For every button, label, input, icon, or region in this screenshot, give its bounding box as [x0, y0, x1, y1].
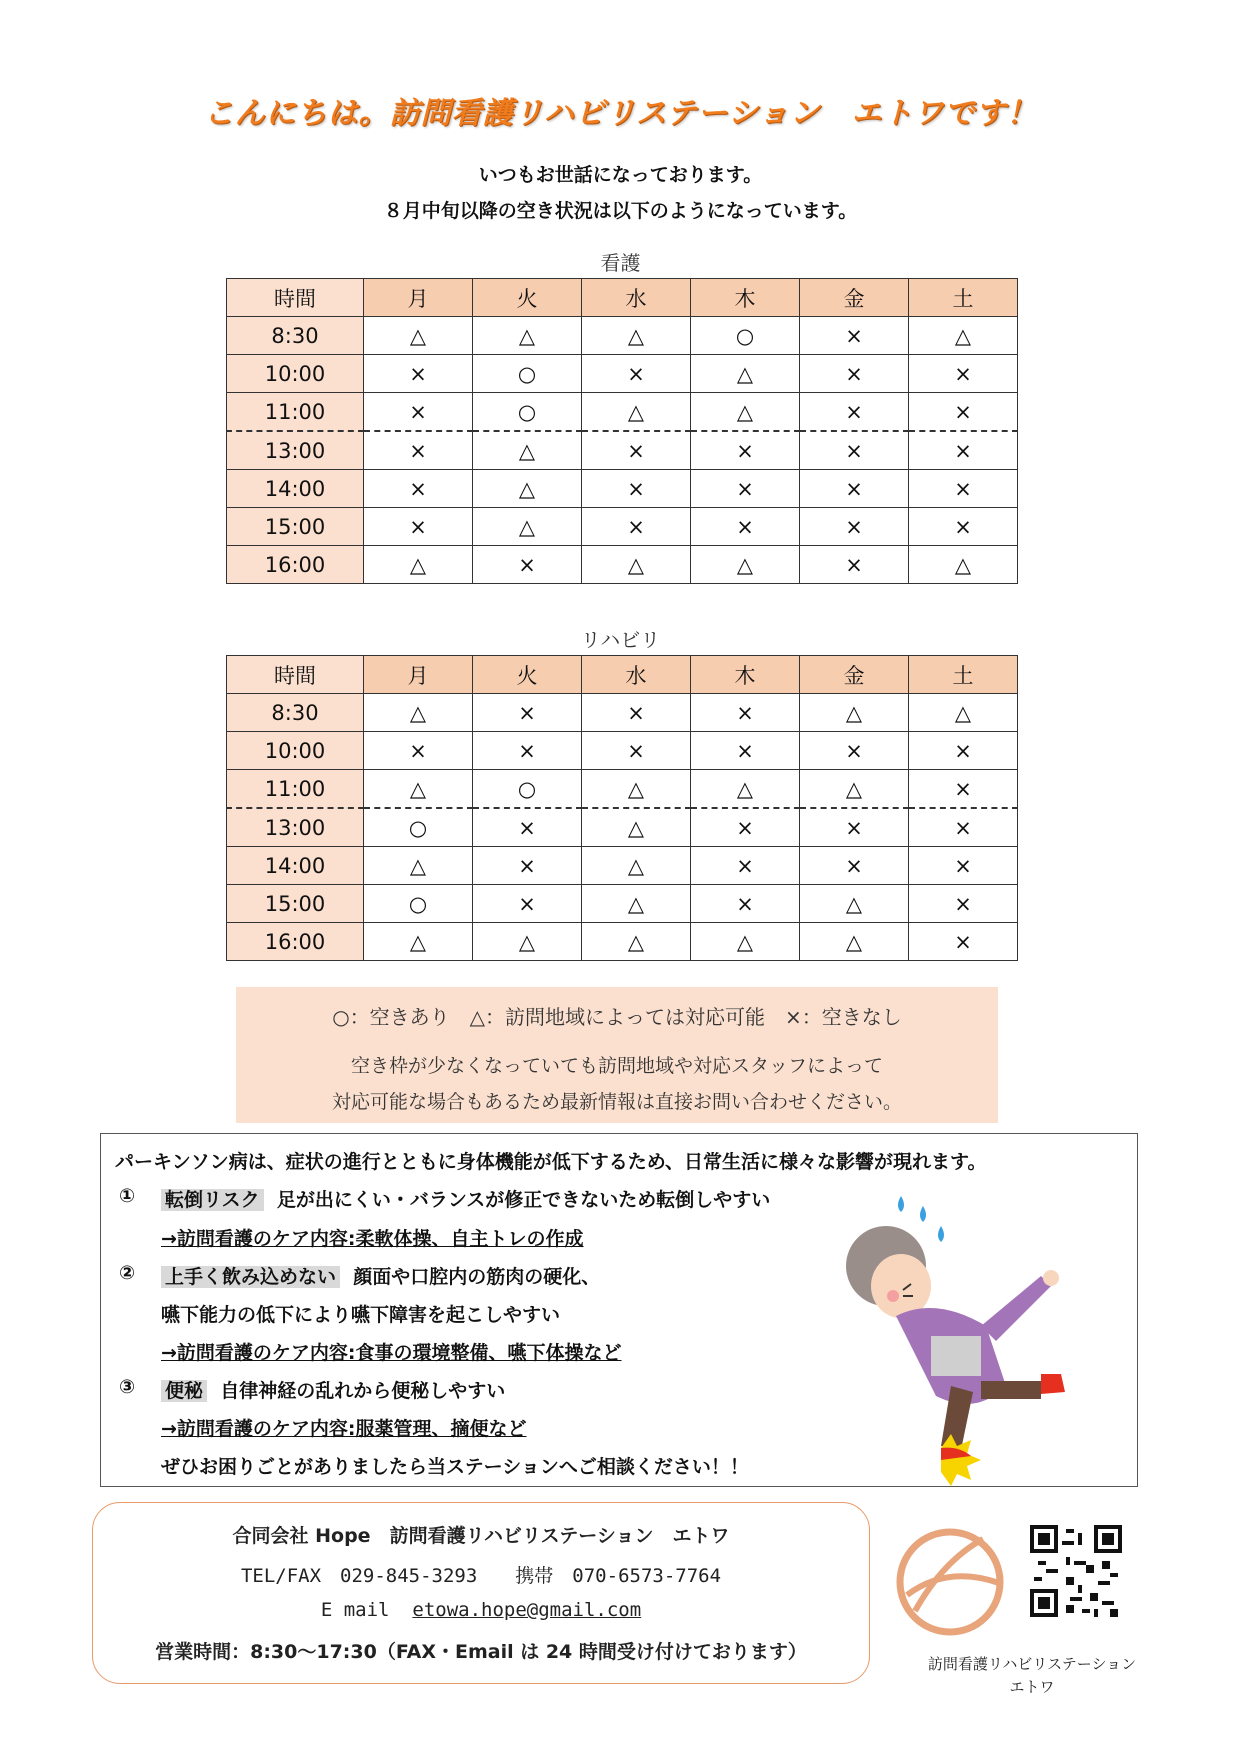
time-cell: 16:00 — [227, 923, 364, 961]
availability-cell: × — [582, 732, 691, 770]
availability-cell: × — [800, 808, 909, 847]
availability-cell: × — [909, 508, 1018, 546]
time-cell: 11:00 — [227, 770, 364, 809]
contact-email-line — [93, 1599, 869, 1621]
table-row — [227, 393, 1018, 432]
availability-cell: × — [364, 393, 473, 432]
availability-cell: × — [909, 431, 1018, 470]
availability-cell: △ — [800, 694, 909, 732]
legend-note-1: 空き枠が少なくなっていても訪問地域や対応スタッフによって — [350, 1055, 883, 1077]
header-cell: 火 — [473, 656, 582, 694]
item3-title: 便秘 — [161, 1380, 207, 1402]
availability-cell: × — [909, 885, 1018, 923]
qr-code-icon[interactable] — [1030, 1525, 1122, 1617]
item1-title: 転倒リスク — [161, 1189, 264, 1211]
availability-cell: △ — [909, 317, 1018, 355]
availability-cell: △ — [473, 470, 582, 508]
availability-cell: × — [473, 885, 582, 923]
availability-cell: × — [473, 694, 582, 732]
availability-cell: × — [473, 808, 582, 847]
availability-cell: △ — [582, 317, 691, 355]
availability-cell: △ — [364, 847, 473, 885]
availability-cell: ○ — [364, 885, 473, 923]
rehab-caption: リハビリ — [580, 628, 661, 652]
availability-cell: × — [800, 546, 909, 584]
info-closing: ぜひお困りごとがありましたら当ステーションへご相談ください！！ — [161, 1456, 749, 1478]
availability-cell: △ — [691, 355, 800, 393]
availability-cell: × — [909, 923, 1018, 961]
email-label: E mail — [320, 1599, 390, 1621]
table-row — [227, 355, 1018, 393]
parkinson-info-box — [100, 1133, 1138, 1487]
availability-cell: × — [582, 355, 691, 393]
time-cell: 14:00 — [227, 470, 364, 508]
availability-cell: × — [582, 470, 691, 508]
availability-cell: △ — [473, 923, 582, 961]
availability-cell: △ — [364, 770, 473, 809]
contact-hours: 営業時間：8:30～17:30（FAX・Email は 24 時間受け付けております） — [155, 1641, 807, 1663]
table-row — [227, 732, 1018, 770]
availability-cell: △ — [800, 885, 909, 923]
availability-cell: ○ — [691, 317, 800, 355]
availability-cell: △ — [582, 808, 691, 847]
availability-cell: △ — [691, 546, 800, 584]
contact-tel: TEL/FAX 029-845-3293 携帯 070-6573-7764 — [240, 1565, 722, 1587]
email-link[interactable]: etowa.hope@gmail.com — [412, 1599, 642, 1621]
availability-cell: △ — [473, 508, 582, 546]
legend-symbols: ○：空きあり △：訪問地域によっては対応可能 ×：空きなし — [332, 1005, 902, 1029]
header-cell: 金 — [800, 656, 909, 694]
time-cell: 13:00 — [227, 808, 364, 847]
time-cell: 14:00 — [227, 847, 364, 885]
availability-cell: △ — [691, 393, 800, 432]
availability-cell: × — [364, 508, 473, 546]
availability-cell: × — [800, 393, 909, 432]
availability-cell: △ — [800, 923, 909, 961]
availability-cell: △ — [582, 546, 691, 584]
time-cell: 10:00 — [227, 355, 364, 393]
availability-cell: × — [800, 508, 909, 546]
availability-cell: △ — [582, 923, 691, 961]
availability-cell: × — [691, 847, 800, 885]
item2-number: ② — [119, 1262, 136, 1284]
header-cell: 水 — [582, 656, 691, 694]
etowa-logo — [895, 1527, 1005, 1637]
item2-care: →訪問看護のケア内容:食事の環境整備、嚥下体操など — [161, 1342, 622, 1364]
table-row — [227, 808, 1018, 847]
header-cell: 木 — [691, 656, 800, 694]
availability-cell: × — [582, 508, 691, 546]
availability-cell: × — [909, 770, 1018, 809]
availability-cell: × — [909, 808, 1018, 847]
availability-cell: × — [582, 694, 691, 732]
availability-cell: × — [691, 885, 800, 923]
availability-cell: △ — [691, 770, 800, 809]
item2-desc-2: 嚥下能力の低下により嚥下障害を起こしやすい — [161, 1304, 561, 1326]
availability-cell: × — [800, 355, 909, 393]
item3-care: →訪問看護のケア内容:服薬管理、摘便など — [161, 1418, 527, 1440]
item3-desc: 自律神経の乱れから便秘しやすい — [220, 1380, 506, 1402]
rehab-schedule-table — [226, 655, 1018, 961]
availability-cell: × — [364, 470, 473, 508]
header-cell: 水 — [582, 279, 691, 317]
page-title: こんにちは。訪問看護リハビリステーション エトワです！ — [203, 96, 1038, 131]
header-cell: 木 — [691, 279, 800, 317]
header-cell: 土 — [909, 279, 1018, 317]
falling-elderly-woman-illustration — [841, 1186, 1111, 1486]
availability-cell: ○ — [364, 808, 473, 847]
availability-cell: × — [364, 431, 473, 470]
availability-cell: ○ — [473, 770, 582, 809]
item2-desc: 顔面や口腔内の筋肉の硬化、 — [353, 1266, 601, 1288]
availability-cell: △ — [909, 694, 1018, 732]
availability-cell: × — [364, 355, 473, 393]
availability-cell: × — [691, 508, 800, 546]
item1-line — [161, 1185, 770, 1212]
item1-desc: 足が出にくい・バランスが修正できないため転倒しやすい — [276, 1189, 771, 1211]
availability-cell: × — [364, 732, 473, 770]
header-cell: 時間 — [227, 656, 364, 694]
availability-cell: × — [691, 431, 800, 470]
availability-cell: × — [691, 694, 800, 732]
greeting-line-1: いつもお世話になっております。 — [478, 164, 763, 186]
header-cell: 時間 — [227, 279, 364, 317]
availability-cell: × — [909, 732, 1018, 770]
legend-note-2: 対応可能な場合もあるため最新情報は直接お問い合わせください。 — [331, 1091, 902, 1113]
table-header-row — [227, 279, 1018, 317]
item3-number: ③ — [119, 1376, 136, 1398]
availability-cell: △ — [800, 770, 909, 809]
header-cell: 月 — [364, 279, 473, 317]
logo-caption-1: 訪問看護リハビリステーション — [927, 1655, 1137, 1673]
time-cell: 8:30 — [227, 317, 364, 355]
availability-cell: × — [582, 431, 691, 470]
greeting-line-2: ８月中旬以降の空き状況は以下のようになっています。 — [383, 200, 858, 222]
header-cell: 金 — [800, 279, 909, 317]
availability-cell: × — [800, 732, 909, 770]
info-intro: パーキンソン病は、症状の進行とともに身体機能が低下するため、日常生活に様々な影響が現れます。 — [115, 1151, 987, 1173]
availability-cell: × — [800, 470, 909, 508]
table-row — [227, 923, 1018, 961]
availability-cell: △ — [364, 546, 473, 584]
item1-number: ① — [119, 1185, 136, 1207]
header-cell: 月 — [364, 656, 473, 694]
header-cell: 火 — [473, 279, 582, 317]
availability-cell: × — [909, 847, 1018, 885]
availability-cell: △ — [364, 923, 473, 961]
time-cell: 10:00 — [227, 732, 364, 770]
availability-cell: △ — [364, 694, 473, 732]
table-row — [227, 885, 1018, 923]
availability-cell: ○ — [473, 355, 582, 393]
nursing-schedule-table — [226, 278, 1018, 584]
table-row — [227, 317, 1018, 355]
availability-cell: △ — [909, 546, 1018, 584]
header-cell: 土 — [909, 656, 1018, 694]
availability-cell: △ — [473, 317, 582, 355]
availability-cell: △ — [582, 847, 691, 885]
contact-box — [92, 1502, 870, 1684]
availability-cell: × — [909, 470, 1018, 508]
availability-cell: × — [691, 732, 800, 770]
availability-cell: × — [800, 317, 909, 355]
item2-line — [161, 1262, 600, 1289]
availability-cell: △ — [582, 885, 691, 923]
availability-cell: × — [800, 847, 909, 885]
availability-cell: ○ — [473, 393, 582, 432]
availability-cell: × — [800, 431, 909, 470]
table-row — [227, 847, 1018, 885]
time-cell: 16:00 — [227, 546, 364, 584]
availability-cell: × — [909, 355, 1018, 393]
time-cell: 11:00 — [227, 393, 364, 432]
contact-company: 合同会社 Hope 訪問看護リハビリステーション エトワ — [232, 1525, 730, 1547]
time-cell: 8:30 — [227, 694, 364, 732]
item3-line — [161, 1376, 505, 1403]
availability-cell: △ — [582, 393, 691, 432]
availability-cell: △ — [364, 317, 473, 355]
availability-cell: × — [473, 546, 582, 584]
availability-cell: △ — [691, 923, 800, 961]
time-cell: 15:00 — [227, 885, 364, 923]
time-cell: 15:00 — [227, 508, 364, 546]
table-header-row — [227, 656, 1018, 694]
table-row — [227, 770, 1018, 809]
logo-caption-2: エトワ — [1009, 1678, 1055, 1696]
table-row — [227, 508, 1018, 546]
availability-cell: △ — [473, 431, 582, 470]
nursing-caption: 看護 — [600, 251, 641, 275]
availability-cell: × — [691, 808, 800, 847]
legend-panel — [236, 987, 998, 1123]
item1-care: →訪問看護のケア内容:柔軟体操、自主トレの作成 — [161, 1228, 584, 1250]
time-cell: 13:00 — [227, 431, 364, 470]
availability-cell: × — [909, 393, 1018, 432]
availability-cell: △ — [582, 770, 691, 809]
table-row — [227, 546, 1018, 584]
availability-cell: × — [473, 847, 582, 885]
item2-title: 上手く飲み込めない — [161, 1266, 340, 1288]
table-row — [227, 470, 1018, 508]
availability-cell: × — [473, 732, 582, 770]
table-row — [227, 431, 1018, 470]
availability-cell: × — [691, 470, 800, 508]
table-row — [227, 694, 1018, 732]
